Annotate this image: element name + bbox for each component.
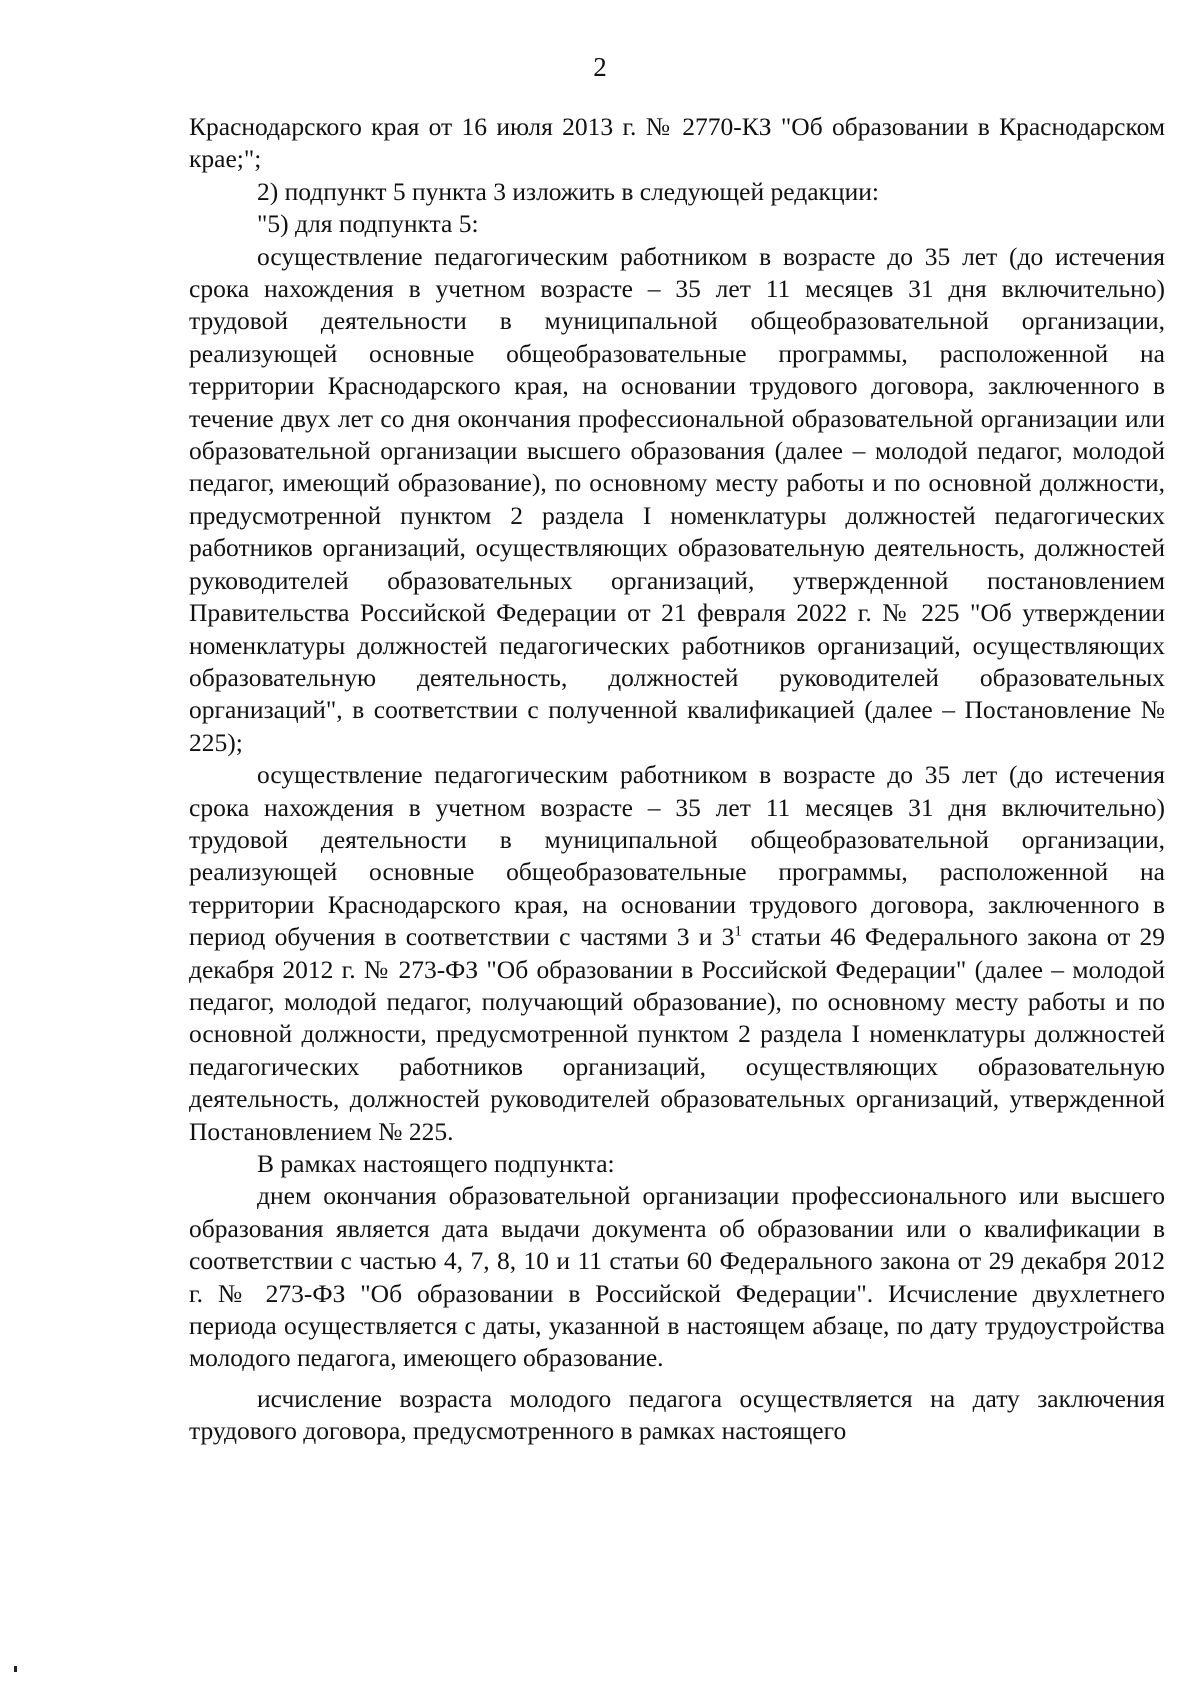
paragraph-student-teacher	[189, 759, 1165, 1148]
paragraph-continuation: Краснодарского края от 16 июля 2013 г. № 2770-КЗ "Об образовании в Краснодарском крае;";	[189, 112, 1165, 174]
paragraph-student-teacher-text-a: осуществление педагогическим работником в возрасте до 35 лет (до истечения срока нахождения в учетном возрасте – 35 лет 11 месяцев 31 дня включительно) трудовой деятельности в муниципальной общеобразовательной организации, реализующей основные общеобразовательные программы, расположенной на территории Краснодарского края, на основании трудового договора, заключенного в период обучения в соответствии с частями 3 и 3	[189, 760, 1165, 952]
paragraph-graduation-day: днем окончания образовательной организации профессионального или высшего образования является дата выдачи документа об образовании или о квалификации в соответствии с частью 4, 7, 8, 10 и 11 статьи 60 Федерального закона от 29 декабря 2012 г. № 273-ФЗ "Об образовании в Российской Федерации". Исчисление двухлетнего периода осуществляется с даты, указанной в настоящем абзаце, по дату трудоустройства молодого педагога, имеющего образование.	[189, 1181, 1165, 1373]
paragraph-within-subitem: В рамках настоящего подпункта:	[257, 1149, 615, 1178]
document-body	[189, 111, 1165, 1448]
paragraph-student-teacher-text-b: статьи 46 Федерального закона от 29 декабря 2012 г. № 273-ФЗ "Об образовании в Российской Федерации" (далее – молодой педагог, молодой педагог, получающий образование), по основному месту работы и по основной должности, предусмотренной пунктом 2 раздела I номенклатуры должностей педагогических работников организаций, осуществляющих образовательную деятельность, должностей руководителей образовательных организаций, утвержденной Постановлением № 225.	[189, 922, 1166, 1146]
paragraph-graduate-teacher: осуществление педагогическим работником в возрасте до 35 лет (до истечения срока нахождения в учетном возрасте – 35 лет 11 месяцев 31 дня включительно) трудовой деятельности в муниципальной общеобразовательной организации, реализующей основные общеобразовательные программы, расположенной на территории Краснодарского края, на основании трудового договора, заключенного в течение двух лет со дня окончания профессиональной образовательной организации или образовательной организации высшего образования (далее – молодой педагог, молодой педагог, имеющий образование), по основному месту работы и по основной должности, предусмотренной пунктом 2 раздела I номенклатуры должностей педагогических работников организаций, осуществляющих образовательную деятельность, должностей руководителей образовательных организаций, утвержденной постановлением Правительства Российской Федерации от 21 февраля 2022 г. № 225 "Об утверждении номенклатуры должностей педагогических работников организаций, осуществляющих образовательную деятельность, должностей руководителей образовательных организаций", в соответствии с полученной квалификацией (далее – Постановление № 225);	[189, 241, 1165, 757]
paragraph-subitem-5-heading: "5) для подпункта 5:	[257, 209, 479, 239]
paragraph-age-calculation: исчисление возраста молодого педагога осуществляется на дату заключения трудового договора, предусмотренного в рамках настоящего	[189, 1383, 1165, 1446]
paragraph-subitem-2: 2) подпункт 5 пункта 3 изложить в следующей редакции:	[257, 176, 879, 206]
scan-mark	[14, 1666, 17, 1672]
page-number: 2	[593, 52, 607, 82]
superscript-one: 1	[734, 923, 742, 940]
